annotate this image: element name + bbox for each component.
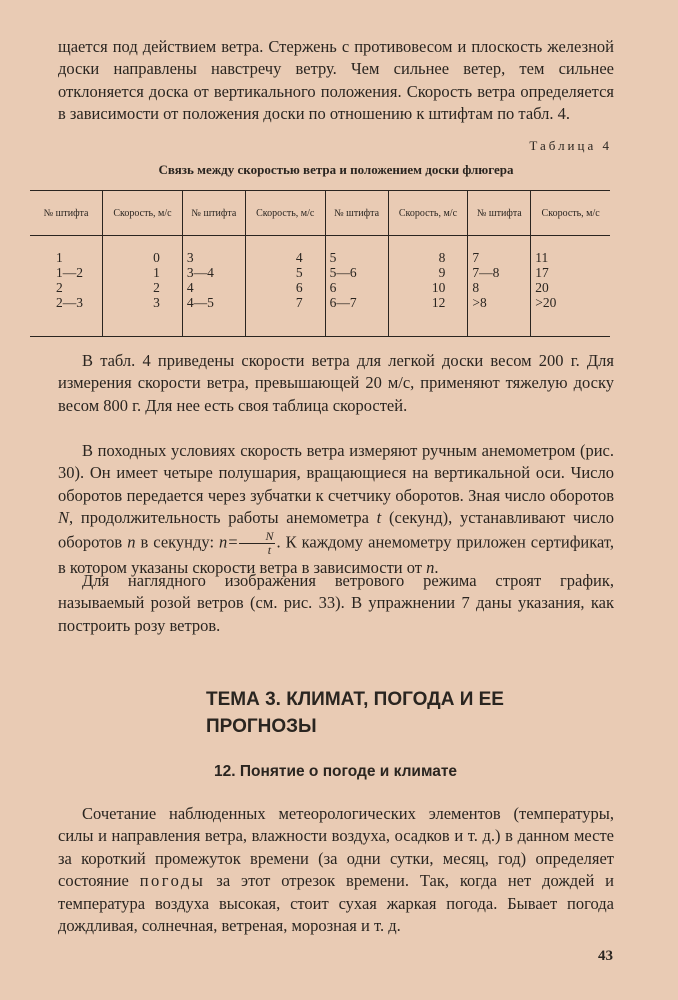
table-cell: 1 bbox=[56, 250, 63, 265]
table-header: № штифта bbox=[30, 191, 103, 236]
table-row bbox=[30, 280, 610, 295]
table-header: Скорость, м/с bbox=[388, 191, 468, 236]
table-header: № штифта bbox=[182, 191, 245, 236]
table-cell: 3 bbox=[103, 295, 183, 337]
table-cell: 5 bbox=[245, 265, 325, 280]
table-cell: 2—3 bbox=[30, 295, 103, 337]
formula-lhs: n= bbox=[219, 531, 239, 551]
table-row bbox=[30, 236, 610, 266]
table-cell: 7 bbox=[468, 236, 531, 266]
table-cell: 5—6 bbox=[325, 265, 388, 280]
table-cell: 5 bbox=[325, 236, 388, 266]
variable: n bbox=[426, 557, 435, 577]
table-header: № штифта bbox=[325, 191, 388, 236]
table-cell: 20 bbox=[531, 280, 610, 295]
text-run: , продолжительность работы анемометра bbox=[69, 508, 377, 528]
text-run: . bbox=[434, 557, 439, 577]
table-cell: 6—7 bbox=[325, 295, 388, 337]
top-paragraph: щается под действием ветра. Стержень с противовесом и плоскость железной доски направлены навстречу ветру. Чем сильнее ветер, тем сильнее отклоняется доска от вертикального положения. Скорость ветра определяется в зависимости от положения доски по отношению к штифтам по табл. 4. bbox=[58, 37, 614, 124]
table-cell: >20 bbox=[531, 295, 610, 337]
table-cell: 4 bbox=[182, 280, 245, 295]
text-run: за этот отрезок времени. Так, когда нет дождей и температура воздуха высокая, стоит сухая жаркая погода. Бывает погода дождливая, солнечная, ветреная, морозная и т. д. bbox=[58, 871, 614, 936]
table-cell: 3—4 bbox=[182, 265, 245, 280]
variable: N bbox=[58, 508, 70, 528]
table-header: Скорость, м/с bbox=[103, 191, 183, 236]
text-run: В походных условиях скорость ветра измеряют ручным анемометром (рис. 30). Он имеет четыре полушария, вращающиеся на вертикальной оси. Число оборотов передается через зубчатки к счетчику оборотов. Зная число оборотов bbox=[58, 441, 614, 505]
table-cell: 4 bbox=[245, 236, 325, 266]
table-cell: 7—8 bbox=[468, 265, 531, 280]
table-cell: 4—5 bbox=[182, 295, 245, 337]
paragraph-weather-definition bbox=[58, 803, 614, 937]
paragraph-light-board: В табл. 4 приведены скорости ветра для легкой доски весом 200 г. Для измерения скорости ветра, превышающей 20 м/с, применяют тяжелую доску весом 800 г. Для нее есть своя таблица скоростей. bbox=[58, 351, 614, 415]
variable: t bbox=[376, 508, 382, 528]
table-cell: 17 bbox=[531, 265, 610, 280]
text-run: в секунду: bbox=[135, 531, 220, 551]
table-header: Скорость, м/с bbox=[531, 191, 610, 236]
table-cell: 12 bbox=[388, 295, 468, 337]
table-label: Таблица 4 bbox=[529, 138, 612, 153]
table-header-row bbox=[30, 191, 610, 236]
text-run: (секунд), устанавливают число оборотов bbox=[58, 508, 614, 551]
table-cell: 1—2 bbox=[56, 265, 83, 280]
table-cell: 0 bbox=[103, 236, 183, 266]
table-header: № штифта bbox=[468, 191, 531, 236]
text-run: Сочетание наблюденных метеорологических элементов (температуры, силы и направления ветра, влажности воздуха, осадков и т. д.) в данном месте за короткий промежуток времени (за одни сутки, месяц, год) определяет состояние bbox=[58, 804, 614, 891]
section-heading: ТЕМА 3. КЛИМАТ, ПОГОДА И ЕЕ ПРОГНОЗЫ bbox=[206, 689, 504, 737]
fraction bbox=[239, 530, 275, 557]
table-cell: 7 bbox=[245, 295, 325, 337]
table-cell: 9 bbox=[388, 265, 468, 280]
fraction-numerator: N bbox=[239, 530, 275, 544]
paragraph-anemometer bbox=[58, 440, 614, 579]
table-cell: 2 bbox=[103, 280, 183, 295]
table-row bbox=[30, 265, 610, 280]
subsection-heading: 12. Понятие о погоде и климате bbox=[214, 763, 458, 780]
text-run: . К каждому анемометру приложен сертификат, в котором указаны скорости ветра в зависимости от bbox=[58, 531, 614, 577]
table-title: Связь между скоростью ветра и положением доски флюгера bbox=[158, 162, 514, 177]
table-cell: 10 bbox=[388, 280, 468, 295]
table-cell: >8 bbox=[468, 295, 531, 337]
variable: n bbox=[127, 531, 136, 551]
table-cell: 6 bbox=[325, 280, 388, 295]
page-number: 43 bbox=[598, 948, 613, 964]
table-cell: 3 bbox=[182, 236, 245, 266]
table-cell: 11 bbox=[531, 236, 610, 266]
table-cell: 2 bbox=[56, 280, 63, 295]
table-cell: 8 bbox=[388, 236, 468, 266]
table-cell: 6 bbox=[245, 280, 325, 295]
table-cell: 8 bbox=[468, 280, 531, 295]
table-row bbox=[30, 295, 610, 337]
wind-speed-table bbox=[30, 190, 610, 337]
table-header: Скорость, м/с bbox=[245, 191, 325, 236]
table-cell: 1 bbox=[103, 265, 183, 280]
spaced-emphasis: погоды bbox=[139, 871, 206, 891]
fraction-denominator: t bbox=[267, 542, 272, 557]
paragraph-wind-rose: Для наглядного изображения ветрового режима строят график, называемый розой ветров (см. рис. 33). В упражнении 7 даны указания, как построить розу ветров. bbox=[58, 571, 614, 635]
